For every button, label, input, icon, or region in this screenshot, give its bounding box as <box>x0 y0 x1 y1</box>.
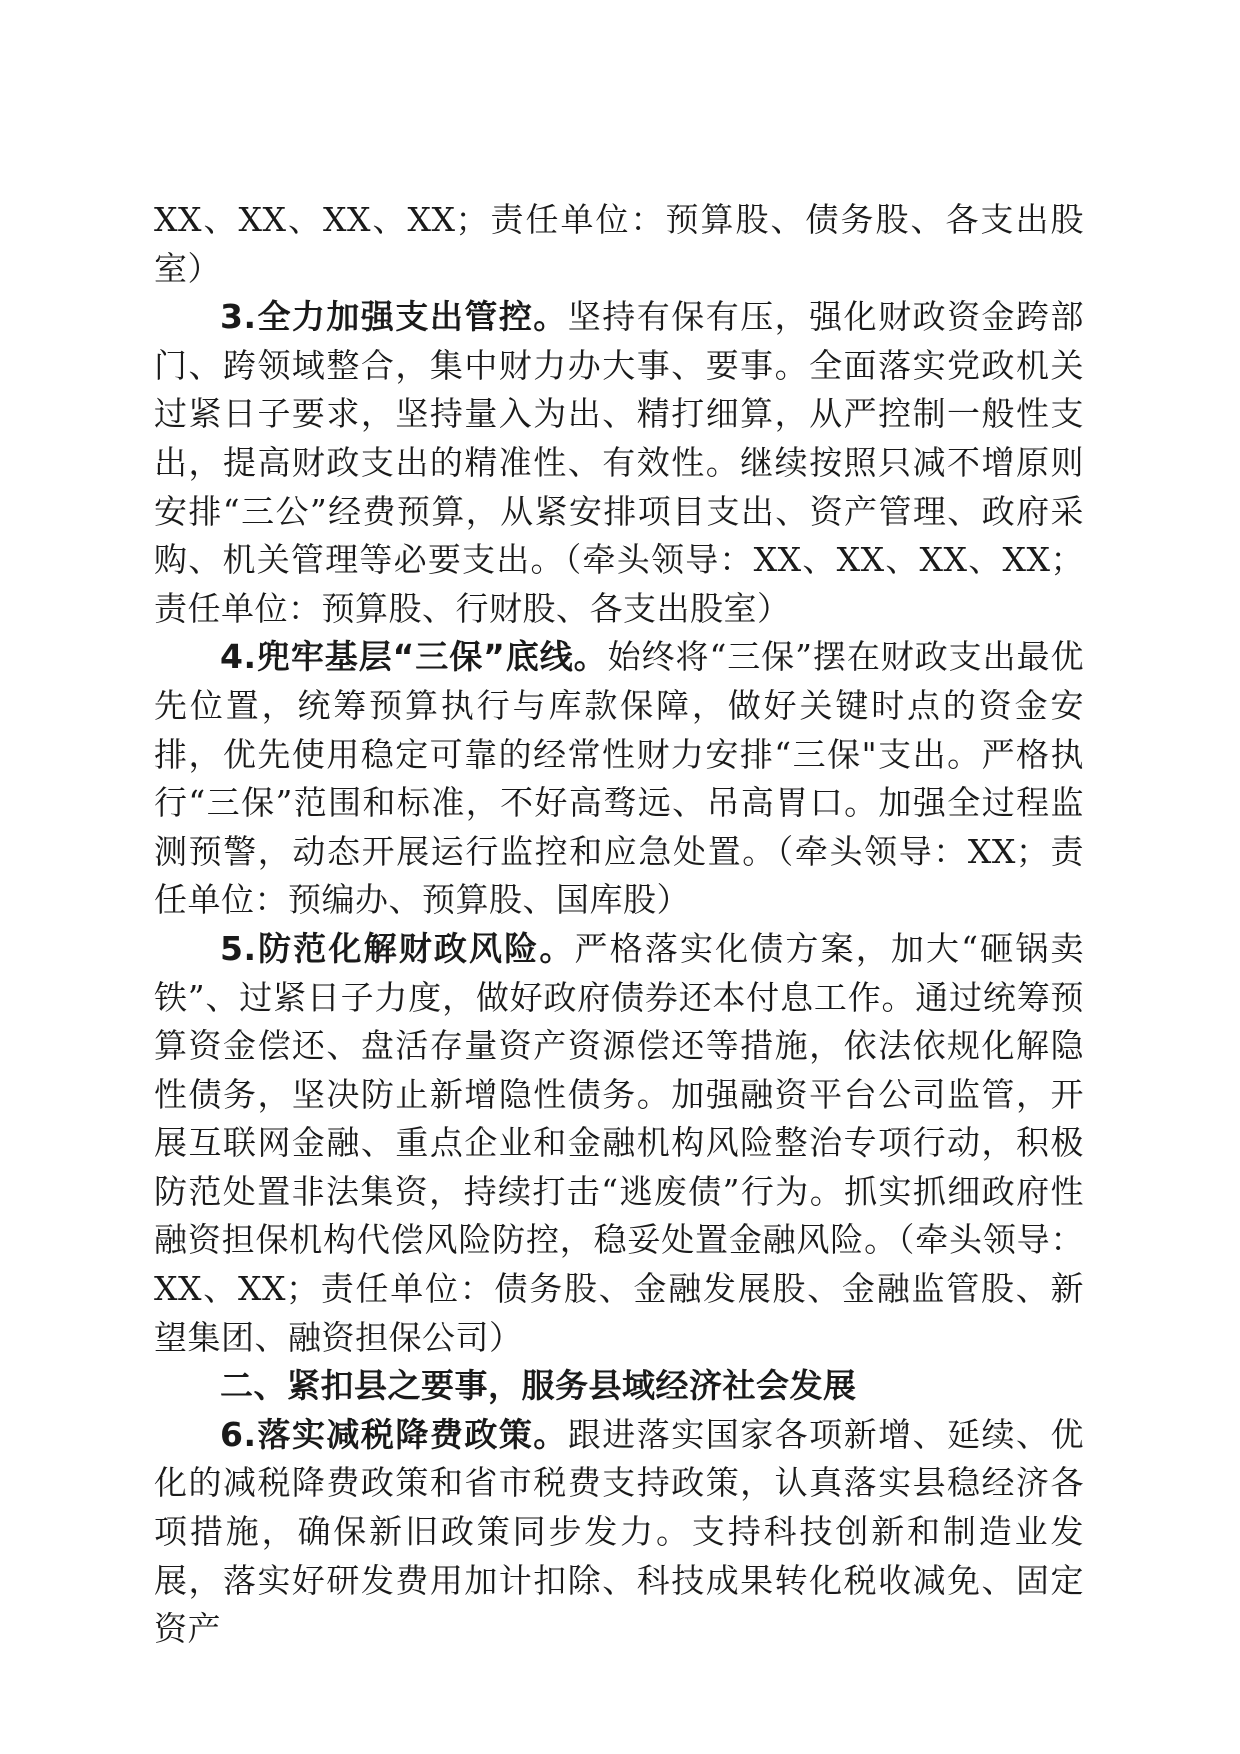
paragraph-body: 严格落实化债方案，加大“砸锅卖铁”、过紧日子力度，做好政府债券还本付息工作。通过统筹预算资金偿还、盘活存量资产资源偿还等措施，依法依规化解隐性债务，坚决防止新增隐性债务。加强融资平台公司监管，开展互联网金融、重点企业和金融机构风险整治专项行动，积极防范处置非法集资，持续打击“逃废债”行为。抓实抓细政府性融资担保机构代偿风险防控，稳妥处置金融风险。（牵头领导：XX、XX；责任单位：债务股、金融发展股、金融监管股、新望集团、融资担保公司） <box>154 928 1085 1357</box>
paragraph-body: XX、XX、XX、XX；责任单位：预算股、债务股、各支出股室） <box>154 200 1084 288</box>
paragraph-item-6 <box>154 1411 1084 1654</box>
section-heading: 二、紧扣县之要事，服务县域经济社会发展 <box>220 1366 857 1406</box>
paragraph-item-5 <box>154 925 1084 1362</box>
item-heading: 6.落实减税降费政策。 <box>220 1414 568 1454</box>
document-page <box>154 196 1084 1654</box>
paragraph-continuation <box>154 196 1084 293</box>
paragraph-body: 跟进落实国家各项新增、延续、优化的减税降费政策和省市税费支持政策，认真落实县稳经济各项措施，确保新旧政策同步发力。支持科技创新和制造业发展，落实好研发费用加计扣除、科技成果转化税收减免、固定资产 <box>154 1414 1085 1649</box>
paragraph-body: 始终将“三保”摆在财政支出最优先位置，统筹预算执行与库款保障，做好关键时点的资金安排，优先使用稳定可靠的经常性财力安排“三保"支出。严格执行“三保”范围和标准，不好高骛远、吊高胃口。加强全过程监测预警，动态开展运行监控和应急处置。（牵头领导：XX；责任单位：预编办、预算股、国库股） <box>154 637 1084 920</box>
paragraph-body: 坚持有保有压，强化财政资金跨部门、跨领域整合，集中财力办大事、要事。全面落实党政机关过紧日子要求，坚持量入为出、精打细算，从严控制一般性支出，提高财政支出的精准性、有效性。继续按照只减不增原则安排“三公”经费预算，从紧安排项目支出、资产管理、政府采购、机关管理等必要支出。（牵头领导：XX、XX、XX、XX；责任单位：预算股、行财股、各支出股室） <box>154 297 1085 628</box>
paragraph-item-4 <box>154 633 1084 925</box>
paragraph-item-3 <box>154 293 1084 633</box>
item-heading: 4.兜牢基层“三保”底线。 <box>220 637 608 677</box>
item-heading: 3.全力加强支出管控。 <box>220 297 568 337</box>
item-heading: 5.防范化解财政风险。 <box>220 928 575 968</box>
